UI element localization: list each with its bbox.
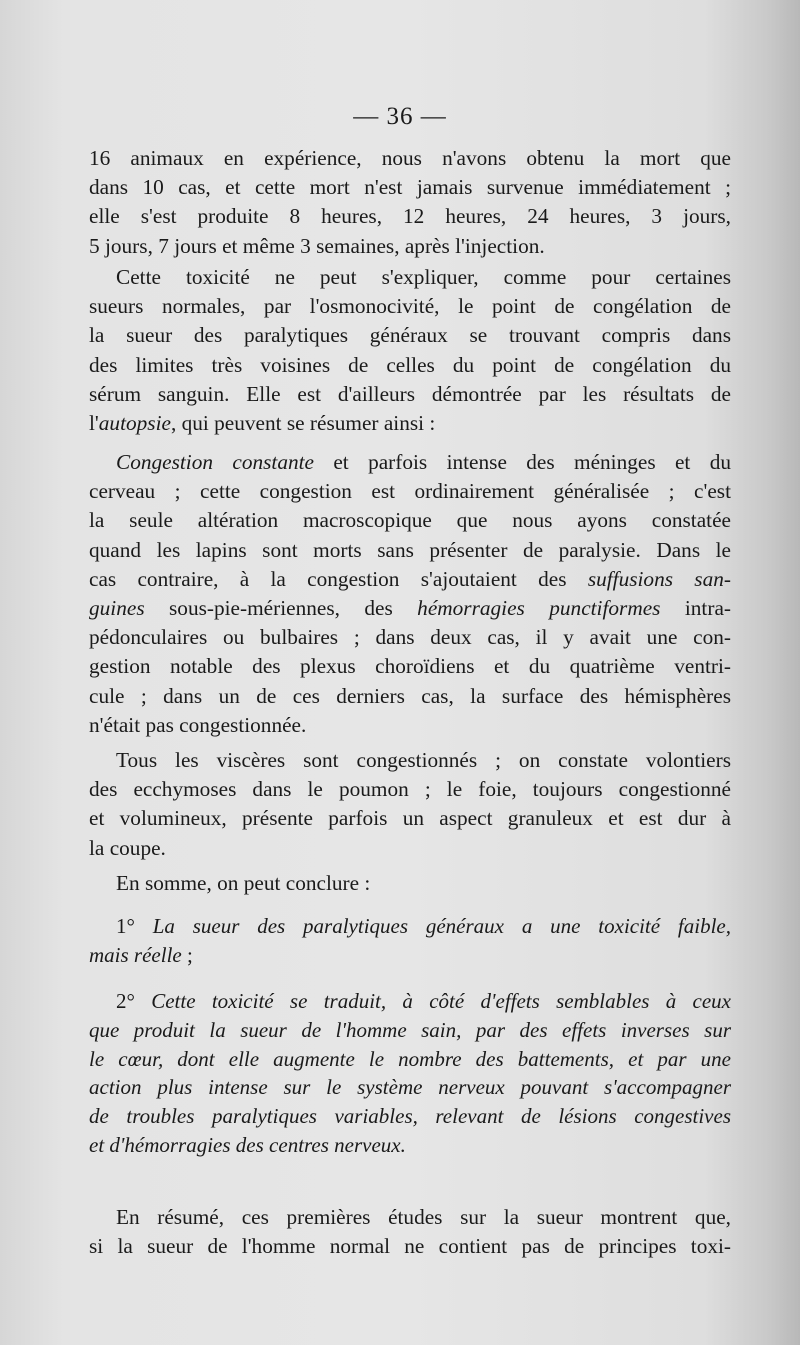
text-line: dans 10 cas, et cette mort n'est jamais survenue immédiatement ; xyxy=(89,175,731,200)
text-line: gestion notable des plexus choroïdiens et du quatrième ventri- xyxy=(89,654,731,679)
text-fragment: Cette toxicité se traduit, à côté d'effets semblables à ceux xyxy=(134,989,731,1013)
italic-term: autopsie xyxy=(98,411,171,436)
conclusion-number: 1° xyxy=(116,914,135,938)
text-line: de troubles paralytiques variables, relevant de lésions congestives xyxy=(89,1104,731,1129)
paragraph-conclude xyxy=(89,869,731,898)
text-line: 5 jours, 7 jours et même 3 semaines, après l'injection. xyxy=(89,233,545,258)
text-fragment: , qui peuvent se résumer ainsi : xyxy=(170,411,436,436)
text-line: cule ; dans un de ces derniers cas, la surface des hémisphères xyxy=(89,683,731,708)
conclusion-number: 2° xyxy=(116,989,135,1013)
text-line: elle s'est produite 8 heures, 12 heures, 24 heures, 3 jours, xyxy=(89,204,731,229)
text-fragment: sous-pie-mériennes, des xyxy=(144,596,418,621)
text-line: et d'hémorragies des centres nerveux. xyxy=(89,1132,406,1157)
paragraph-toxicity xyxy=(89,263,731,438)
page-number: — 36 — xyxy=(353,103,447,130)
text-line: En somme, on peut conclure : xyxy=(116,871,371,895)
italic-term: hémorragies punctiformes xyxy=(417,596,661,621)
italic-term: Congestion constante xyxy=(116,450,314,474)
text-line: le cœur, dont elle augmente le nombre des battements, et par une xyxy=(89,1046,731,1071)
text-line: 16 animaux en expérience, nous n'avons obtenu la mort que xyxy=(89,146,731,170)
text-line: cerveau ; cette congestion est ordinairement généralisée ; c'est xyxy=(89,479,731,504)
text-fragment: cas contraire, à la congestion s'ajoutaient des xyxy=(89,566,588,591)
text-line: quand les lapins sont morts sans présenter de paralysie. Dans le xyxy=(89,537,731,562)
text-line: n'était pas congestionnée. xyxy=(89,712,307,737)
text-line: la sueur des paralytiques généraux se trouvant compris dans xyxy=(89,323,731,348)
text-line xyxy=(89,409,731,438)
text-line: la coupe. xyxy=(89,835,166,860)
paragraph-continuation xyxy=(89,144,731,261)
text-line: et volumineux, présente parfois un aspect granuleux et est dur à xyxy=(89,806,731,831)
text-line xyxy=(89,594,731,623)
text-line: sérum sanguin. Elle est d'ailleurs démontrée par les résultats de xyxy=(89,381,731,406)
text-line: que produit la sueur de l'homme sain, par des effets inverses sur xyxy=(89,1017,731,1042)
paragraph-viscera xyxy=(89,746,731,863)
text-line: Cette toxicité ne peut s'expliquer, comme pour certaines xyxy=(116,265,731,289)
text-line: des limites très voisines de celles du point de congélation du xyxy=(89,352,731,377)
text-line xyxy=(89,912,731,941)
text-line: En résumé, ces premières études sur la sueur montrent que, xyxy=(116,1205,731,1229)
text-line: si la sueur de l'homme normal ne contient pas de principes toxi- xyxy=(89,1234,731,1259)
text-fragment: et parfois intense des méninges et du xyxy=(314,450,731,474)
text-line xyxy=(89,565,731,594)
text-line xyxy=(89,941,731,970)
text-line xyxy=(89,987,731,1016)
text-line: la seule altération macroscopique que nous ayons constatée xyxy=(89,508,731,533)
text-line: des ecchymoses dans le poumon ; le foie, toujours congestionné xyxy=(89,777,731,802)
text-line xyxy=(89,448,731,477)
text-line: action plus intense sur le système nerveux pouvant s'accompagner xyxy=(89,1075,731,1100)
text-line: pédonculaires ou bulbaires ; dans deux cas, il y avait une con- xyxy=(89,625,731,650)
text-fragment: ; xyxy=(181,942,193,967)
text-line: Tous les viscères sont congestionnés ; on constate volontiers xyxy=(116,748,731,772)
conclusion-2 xyxy=(89,987,731,1160)
text-fragment: mais réelle xyxy=(89,942,182,967)
italic-term: guines xyxy=(89,596,145,621)
text-fragment: La sueur des paralytiques généraux a une toxicité faible, xyxy=(134,914,731,938)
text-fragment: intra- xyxy=(660,596,731,621)
conclusion-1 xyxy=(89,912,731,970)
paragraph-congestion xyxy=(89,448,731,740)
text-fragment: l' xyxy=(89,411,99,436)
text-line: sueurs normales, par l'osmonocivité, le point de congélation de xyxy=(89,294,731,319)
italic-term: suffusions san- xyxy=(587,566,731,591)
paragraph-summary xyxy=(89,1203,731,1261)
